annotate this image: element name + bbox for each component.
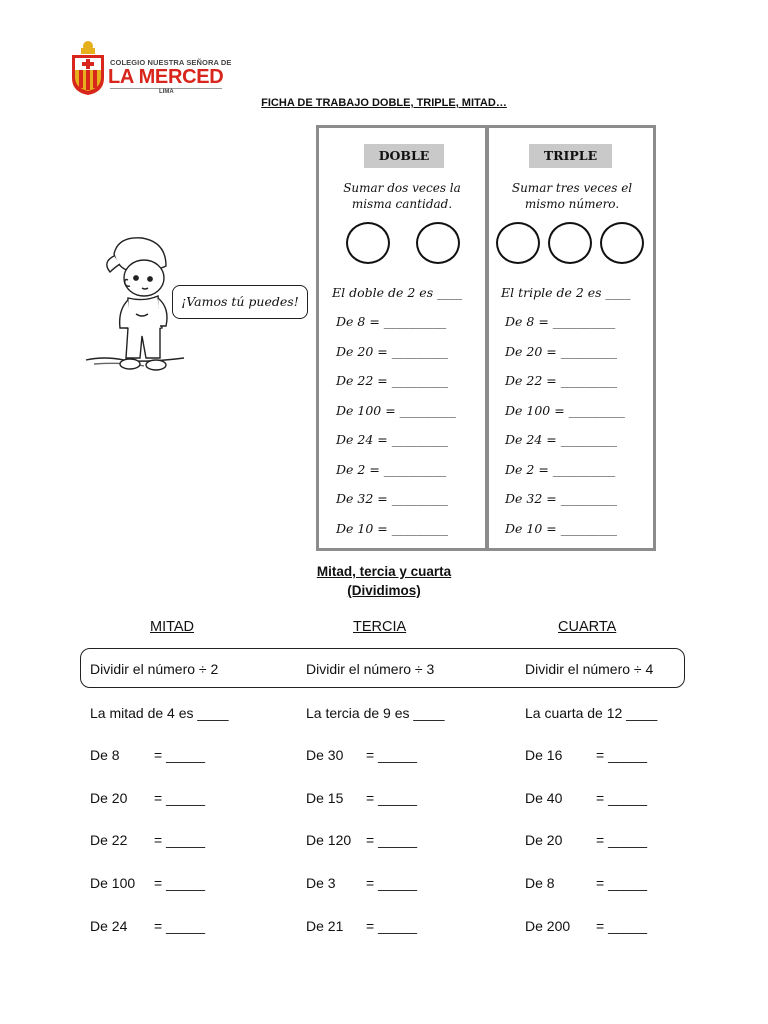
tercia-heading: TERCIA (353, 619, 407, 635)
triple-exercise: De 24 = _________ (505, 432, 617, 447)
tercia-row-label: De 21 (306, 918, 344, 934)
mitad-row-label: De 22 (90, 832, 128, 848)
answer-circle (346, 222, 390, 264)
tercia-row-label: De 120 (306, 832, 352, 848)
answer-circle (416, 222, 460, 264)
tercia-row-blank: = _____ (366, 790, 417, 806)
mitad-rule: Dividir el número ÷ 2 (90, 661, 219, 677)
mitad-row-label: De 8 (90, 747, 120, 763)
logo-school-name: LA MERCED (108, 66, 224, 88)
cuarta-row-label: De 200 (525, 918, 571, 934)
logo-school-line: COLEGIO NUESTRA SEÑORA DE (110, 58, 232, 67)
cuarta-row-label: De 8 (525, 875, 555, 891)
answer-circle (600, 222, 644, 264)
mitad-example: La mitad de 4 es ____ (90, 705, 229, 721)
mitad-row-blank: = _____ (154, 875, 205, 891)
doble-triple-box (316, 125, 656, 551)
tercia-row-blank: = _____ (366, 875, 417, 891)
doble-exercise: De 8 = __________ (336, 314, 447, 329)
triple-exercise: De 32 = _________ (505, 491, 617, 506)
logo-city: LIMA (156, 89, 177, 95)
section-title: Mitad, tercia y cuarta (316, 564, 452, 579)
triple-exercise: De 10 = _________ (505, 521, 617, 536)
tercia-row-blank: = _____ (366, 918, 417, 934)
tercia-example: La tercia de 9 es ____ (306, 705, 445, 721)
speech-bubble: ¡Vamos tú puedes! (172, 285, 308, 319)
mitad-row-label: De 100 (90, 875, 136, 891)
tercia-row-label: De 15 (306, 790, 344, 806)
doble-exercise: De 22 = _________ (336, 373, 448, 388)
triple-desc-line1: Sumar tres veces el (511, 181, 633, 195)
mitad-row-blank: = _____ (154, 918, 205, 934)
tercia-row-blank: = _____ (366, 832, 417, 848)
cuarta-row-blank: = _____ (596, 747, 647, 763)
triple-example: El triple de 2 es ____ (501, 285, 631, 300)
cuarta-heading: CUARTA (558, 619, 617, 635)
doble-exercise: De 20 = _________ (336, 344, 448, 359)
doble-exercise: De 100 = _________ (336, 403, 456, 418)
doble-example: El doble de 2 es ____ (332, 285, 463, 300)
doble-description (319, 180, 485, 212)
cuarta-rule: Dividir el número ÷ 4 (525, 661, 654, 677)
doble-column (319, 128, 485, 548)
answer-circle (496, 222, 540, 264)
answer-circle (548, 222, 592, 264)
tercia-row-blank: = _____ (366, 747, 417, 763)
doble-exercise: De 32 = _________ (336, 491, 448, 506)
triple-exercise: De 2 = __________ (505, 462, 616, 477)
tercia-rule: Dividir el número ÷ 3 (306, 661, 435, 677)
doble-heading: DOBLE (364, 144, 444, 168)
tercia-row-label: De 3 (306, 875, 336, 891)
boy-illustration-icon (84, 232, 184, 382)
doble-exercise: De 24 = _________ (336, 432, 448, 447)
tercia-row-label: De 30 (306, 747, 344, 763)
triple-column (489, 128, 655, 548)
cuarta-row-blank: = _____ (596, 918, 647, 934)
triple-desc-line2: mismo número. (524, 197, 620, 211)
mitad-row-blank: = _____ (154, 790, 205, 806)
section-subtitle: (Dividimos) (347, 583, 421, 598)
cuarta-row-blank: = _____ (596, 832, 647, 848)
cuarta-row-blank: = _____ (596, 790, 647, 806)
mitad-row-label: De 20 (90, 790, 128, 806)
cuarta-row-label: De 20 (525, 832, 563, 848)
cuarta-row-label: De 16 (525, 747, 563, 763)
doble-exercise: De 10 = _________ (336, 521, 448, 536)
school-logo (70, 40, 230, 100)
doble-desc-line2: misma cantidad. (351, 197, 453, 211)
triple-exercise: De 20 = _________ (505, 344, 617, 359)
worksheet-title: FICHA DE TRABAJO DOBLE, TRIPLE, MITAD… (261, 97, 507, 109)
triple-description (489, 180, 655, 212)
cuarta-example: La cuarta de 12 ____ (525, 705, 658, 721)
triple-exercise: De 8 = __________ (505, 314, 616, 329)
triple-heading: TRIPLE (529, 144, 612, 168)
mitad-row-label: De 24 (90, 918, 128, 934)
crest-icon (70, 40, 106, 96)
mitad-row-blank: = _____ (154, 747, 205, 763)
doble-desc-line1: Sumar dos veces la (343, 181, 461, 195)
triple-exercise: De 22 = _________ (505, 373, 617, 388)
mitad-row-blank: = _____ (154, 832, 205, 848)
mitad-heading: MITAD (150, 619, 195, 635)
doble-exercise: De 2 = __________ (336, 462, 447, 477)
cuarta-row-blank: = _____ (596, 875, 647, 891)
cuarta-row-label: De 40 (525, 790, 563, 806)
triple-exercise: De 100 = _________ (505, 403, 625, 418)
